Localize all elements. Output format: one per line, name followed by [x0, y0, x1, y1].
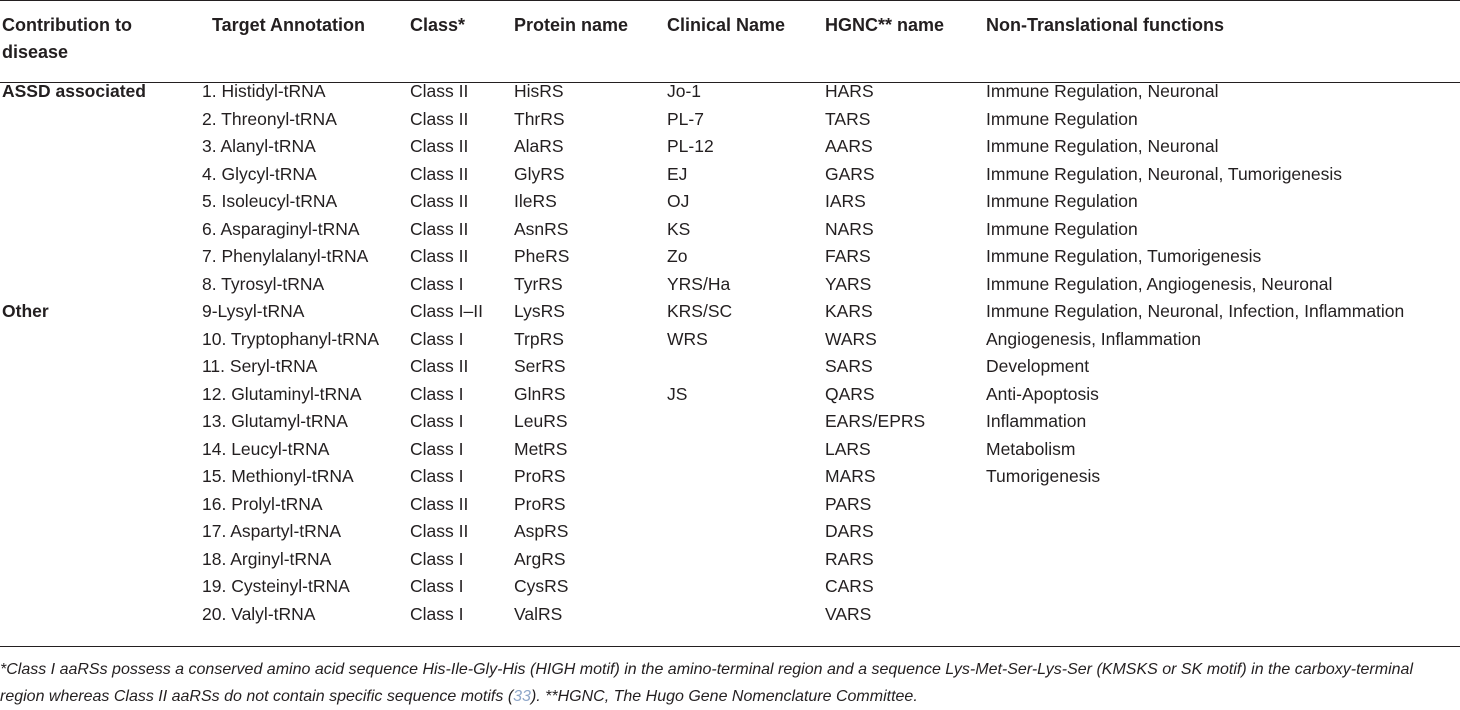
row-group-cell — [0, 573, 200, 601]
class-cell: Class II — [410, 108, 469, 129]
protein-cell: IleRS — [514, 191, 557, 211]
clinical-name-cell: OJ — [667, 191, 690, 211]
clinical-name-cell: YRS/Ha — [667, 273, 731, 294]
functions-cell — [986, 601, 1460, 629]
functions-cell — [986, 491, 1460, 519]
hgnc-cell: GARS — [825, 163, 875, 184]
table-row — [0, 71, 1460, 106]
class-cell: Class I — [410, 576, 464, 596]
protein-cell: ProRS — [514, 466, 566, 486]
protein-cell: LysRS — [514, 301, 565, 321]
protein-cell: AsnRS — [514, 218, 569, 239]
class-cell: Class II — [410, 163, 469, 184]
class-cell: Class I–II — [410, 301, 483, 321]
class-cell: Class I — [410, 466, 464, 486]
class-cell: Class I — [410, 383, 464, 404]
clinical-name-cell: WRS — [667, 328, 708, 349]
protein-cell: CysRS — [514, 576, 569, 596]
clinical-name-cell: JS — [667, 383, 688, 404]
functions-cell: Immune Regulation — [986, 191, 1138, 211]
footnote-text-end: ). **HGNC, The Hugo Gene Nomenclature Committee. — [530, 688, 918, 705]
table-row — [0, 463, 1460, 491]
functions-cell — [986, 573, 1460, 601]
hgnc-cell: DARS — [825, 521, 874, 541]
class-cell: Class I — [410, 438, 464, 459]
class-cell: Class II — [410, 136, 469, 156]
target-cell: 16. Prolyl-tRNA — [202, 493, 323, 514]
hgnc-cell: NARS — [825, 218, 874, 239]
hgnc-cell: CARS — [825, 576, 874, 596]
protein-cell: SerRS — [514, 356, 566, 376]
table-row — [0, 381, 1460, 409]
target-cell: 17. Aspartyl-tRNA — [202, 521, 342, 541]
row-group-cell — [0, 326, 200, 354]
target-cell: 20. Valyl-tRNA — [202, 603, 316, 624]
hgnc-cell: PARS — [825, 493, 872, 514]
protein-cell: GlnRS — [514, 383, 566, 404]
clinical-name-cell: PL-7 — [667, 108, 704, 129]
hgnc-cell: LARS — [825, 438, 871, 459]
functions-cell: Immune Regulation, Tumorigenesis — [986, 246, 1262, 266]
header-hgnc: HGNC** name — [825, 15, 945, 35]
protein-cell: GlyRS — [514, 163, 565, 184]
header-row — [0, 0, 1460, 71]
row-group-cell — [0, 188, 200, 216]
class-cell: Class I — [410, 273, 464, 294]
table-row — [0, 161, 1460, 189]
hgnc-cell: YARS — [825, 273, 872, 294]
row-group-cell — [0, 161, 200, 189]
table-row — [0, 326, 1460, 354]
clinical-name-cell — [667, 463, 825, 491]
table-row — [0, 601, 1460, 629]
protein-cell: AspRS — [514, 521, 569, 541]
table-row — [0, 436, 1460, 464]
hgnc-cell: FARS — [825, 246, 871, 266]
hgnc-cell: EARS/EPRS — [825, 411, 926, 431]
reference-link[interactable]: 33 — [513, 688, 531, 705]
row-group-cell — [0, 271, 200, 299]
class-cell: Class II — [410, 246, 469, 266]
footnote-text: *Class I aaRSs possess a conserved amino acid sequence His-Ile-Gly-His (HIGH motif) in the amino-terminal region and a sequence Lys-Met-Ser-Lys-Ser (KMSKS or SK motif) in the carboxy-terminal region whereas Class II aaRSs do not contain specific sequence motifs ( — [0, 661, 1413, 705]
table-body — [0, 71, 1460, 628]
row-group-cell: ASSD associated — [2, 81, 146, 101]
class-cell: Class II — [410, 218, 469, 239]
hgnc-cell: WARS — [825, 328, 877, 349]
row-group-cell — [0, 106, 200, 134]
target-cell: 19. Cysteinyl-tRNA — [202, 576, 350, 596]
functions-cell: Immune Regulation, Neuronal — [986, 136, 1219, 156]
header-functions: Non-Translational functions — [986, 15, 1225, 35]
functions-cell: Immune Regulation, Neuronal — [986, 81, 1219, 101]
row-group-cell — [0, 491, 200, 519]
functions-cell: Immune Regulation, Neuronal, Infection, Inflammation — [986, 301, 1405, 321]
clinical-name-cell: EJ — [667, 163, 688, 184]
target-cell: 6. Asparaginyl-tRNA — [202, 218, 360, 239]
class-cell: Class II — [410, 81, 469, 101]
target-cell: 2. Threonyl-tRNA — [202, 108, 337, 129]
row-group-cell — [0, 216, 200, 244]
protein-cell: TrpRS — [514, 328, 564, 349]
functions-cell: Development — [986, 356, 1090, 376]
clinical-name-cell — [667, 601, 825, 629]
table-row — [0, 133, 1460, 161]
row-group-cell — [0, 463, 200, 491]
row-group-cell — [0, 381, 200, 409]
target-cell: 1. Histidyl-tRNA — [202, 81, 326, 101]
protein-cell: ArgRS — [514, 548, 566, 569]
target-cell: 10. Tryptophanyl-tRNA — [202, 328, 380, 349]
table-footnote — [0, 656, 1458, 710]
target-cell: 11. Seryl-tRNA — [202, 356, 318, 376]
functions-cell: Angiogenesis, Inflammation — [986, 328, 1201, 349]
row-group-cell — [0, 601, 200, 629]
table-row — [0, 106, 1460, 134]
hgnc-cell: RARS — [825, 548, 874, 569]
functions-cell: Tumorigenesis — [986, 466, 1101, 486]
hgnc-cell: MARS — [825, 466, 876, 486]
hgnc-cell: QARS — [825, 383, 875, 404]
target-cell: 7. Phenylalanyl-tRNA — [202, 246, 369, 266]
functions-cell — [986, 518, 1460, 546]
protein-cell: ProRS — [514, 493, 566, 514]
table-row — [0, 518, 1460, 546]
table-row — [0, 271, 1460, 299]
clinical-name-cell: KS — [667, 218, 691, 239]
table-row — [0, 353, 1460, 381]
hgnc-cell: KARS — [825, 301, 873, 321]
header-contribution: Contribution to disease — [2, 15, 132, 62]
clinical-name-cell: PL-12 — [667, 136, 714, 156]
protein-cell: LeuRS — [514, 411, 568, 431]
functions-cell: Immune Regulation — [986, 218, 1138, 239]
clinical-name-cell — [667, 491, 825, 519]
clinical-name-cell — [667, 518, 825, 546]
target-cell: 12. Glutaminyl-tRNA — [202, 383, 362, 404]
protein-cell: MetRS — [514, 438, 568, 459]
class-cell: Class I — [410, 328, 464, 349]
row-group-cell — [0, 133, 200, 161]
target-cell: 8. Tyrosyl-tRNA — [202, 273, 325, 294]
target-cell: 14. Leucyl-tRNA — [202, 438, 330, 459]
clinical-name-cell — [667, 573, 825, 601]
hgnc-cell: VARS — [825, 603, 872, 624]
row-group-cell — [0, 408, 200, 436]
hgnc-cell: HARS — [825, 81, 874, 101]
header-target: Target Annotation — [212, 15, 365, 35]
class-cell: Class II — [410, 521, 469, 541]
table-row — [0, 216, 1460, 244]
table-row — [0, 546, 1460, 574]
row-group-cell — [0, 353, 200, 381]
class-cell: Class II — [410, 191, 469, 211]
row-group-cell: Other — [2, 301, 49, 321]
functions-cell: Immune Regulation, Neuronal, Tumorigenesis — [986, 163, 1343, 184]
row-group-cell — [0, 243, 200, 271]
row-group-cell — [0, 518, 200, 546]
target-cell: 18. Arginyl-tRNA — [202, 548, 332, 569]
functions-cell: Metabolism — [986, 438, 1076, 459]
table-row — [0, 298, 1460, 326]
target-cell: 9-Lysyl-tRNA — [202, 301, 305, 321]
table-row — [0, 573, 1460, 601]
table-row — [0, 188, 1460, 216]
class-cell: Class II — [410, 493, 469, 514]
hgnc-cell: SARS — [825, 356, 873, 376]
protein-cell: PheRS — [514, 246, 570, 266]
clinical-name-cell — [667, 408, 825, 436]
header-protein: Protein name — [514, 15, 629, 35]
functions-cell: Immune Regulation, Angiogenesis, Neuronal — [986, 273, 1333, 294]
hgnc-cell: AARS — [825, 136, 873, 156]
bottom-rule — [0, 646, 1460, 647]
functions-cell: Immune Regulation — [986, 108, 1138, 129]
clinical-name-cell: KRS/SC — [667, 301, 733, 321]
class-cell: Class II — [410, 356, 469, 376]
target-cell: 4. Glycyl-tRNA — [202, 163, 317, 184]
protein-cell: HisRS — [514, 81, 564, 101]
functions-cell: Inflammation — [986, 411, 1087, 431]
clinical-name-cell — [667, 546, 825, 574]
target-cell: 13. Glutamyl-tRNA — [202, 411, 348, 431]
target-cell: 5. Isoleucyl-tRNA — [202, 191, 338, 211]
clinical-name-cell: Zo — [667, 246, 688, 266]
table-row — [0, 491, 1460, 519]
row-group-cell — [0, 546, 200, 574]
hgnc-cell: IARS — [825, 191, 866, 211]
class-cell: Class I — [410, 603, 464, 624]
clinical-name-cell — [667, 436, 825, 464]
functions-cell — [986, 546, 1460, 574]
clinical-name-cell — [667, 353, 825, 381]
protein-cell: ThrRS — [514, 108, 565, 129]
header-class: Class* — [410, 15, 466, 35]
protein-cell: TyrRS — [514, 273, 563, 294]
row-group-cell — [0, 436, 200, 464]
protein-cell: AlaRS — [514, 136, 564, 156]
table-row — [0, 408, 1460, 436]
clinical-name-cell: Jo-1 — [667, 81, 702, 101]
target-cell: 15. Methionyl-tRNA — [202, 466, 354, 486]
target-cell: 3. Alanyl-tRNA — [202, 136, 316, 156]
header-clinical: Clinical Name — [667, 15, 786, 35]
table-row — [0, 243, 1460, 271]
hgnc-cell: TARS — [825, 108, 871, 129]
protein-cell: ValRS — [514, 603, 563, 624]
functions-cell: Anti-Apoptosis — [986, 383, 1099, 404]
class-cell: Class I — [410, 548, 464, 569]
class-cell: Class I — [410, 411, 464, 431]
